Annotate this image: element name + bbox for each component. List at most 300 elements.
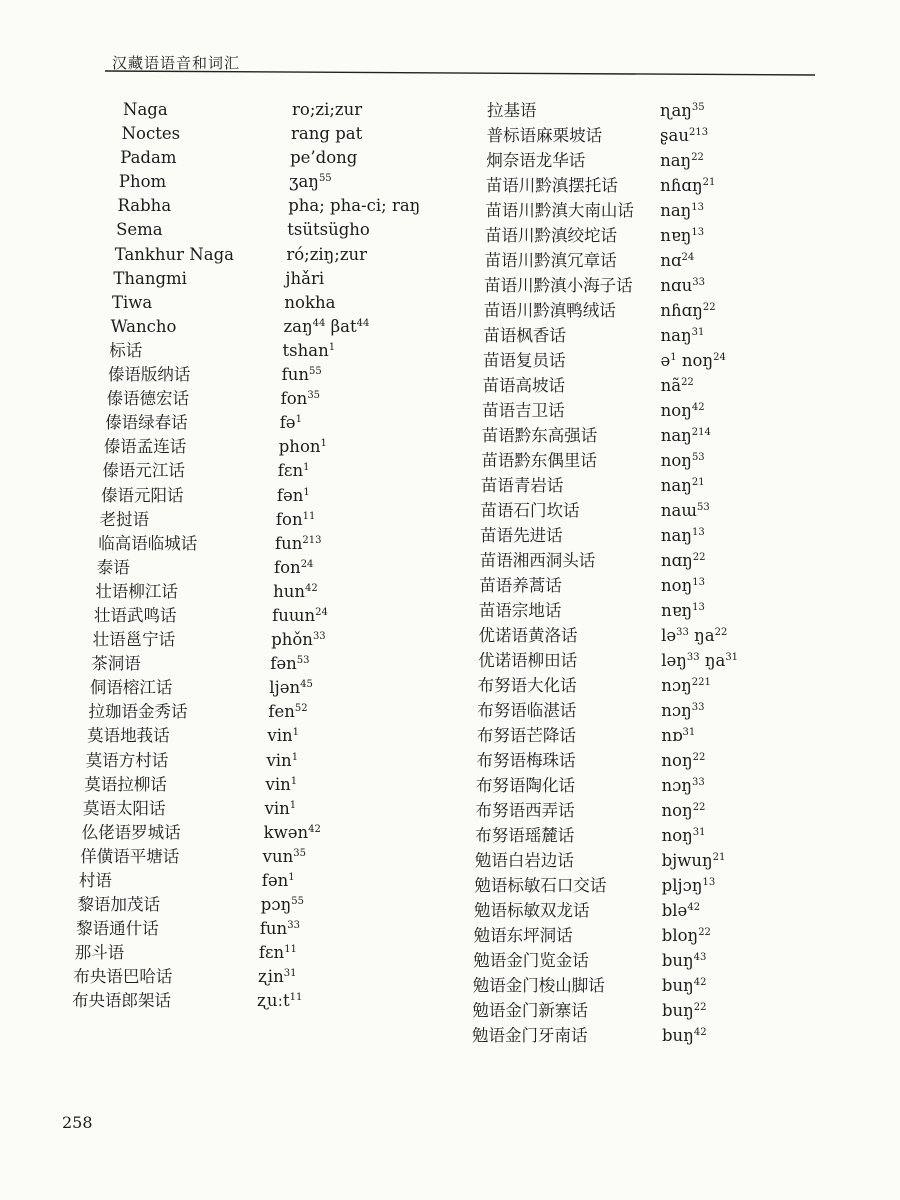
entry-row — [0, 473, 900, 498]
tone-mark: 35 — [691, 102, 705, 113]
language-name: Rabha — [117, 196, 172, 216]
entry-row — [0, 273, 900, 298]
tone-mark-2: 24 — [713, 352, 726, 363]
tone-mark: 21 — [712, 852, 726, 863]
form-text: vun — [262, 846, 294, 866]
language-name: 村语 — [78, 871, 112, 890]
entry-row — [0, 423, 900, 448]
tone-mark: 33 — [691, 777, 705, 788]
form-text: buŋ — [662, 1026, 694, 1045]
tone-mark: 13 — [692, 602, 705, 613]
form-text: noŋ — [660, 401, 692, 420]
word-form — [661, 498, 710, 523]
language-name: 苗语吉卫话 — [482, 401, 565, 420]
entry-row — [0, 948, 900, 973]
tone-mark: 24 — [681, 252, 695, 263]
form-text: ʐuːt — [257, 991, 290, 1011]
language-name: 傣语德宏话 — [106, 389, 189, 409]
form-text: phon — [278, 437, 321, 457]
language-name: 布努语芒降话 — [476, 726, 576, 745]
form-text: bloŋ — [661, 926, 699, 945]
word-form — [661, 773, 704, 798]
language-name: 苗语黔东偶里话 — [481, 451, 597, 470]
tone-mark: 213 — [688, 127, 709, 138]
language-name: 苗语川黔滇摆托话 — [485, 176, 618, 195]
language-name: 苗语川黔滇小海子话 — [484, 276, 633, 295]
form-text: naŋ — [660, 151, 692, 170]
form-text: nɑu — [660, 276, 693, 295]
form-text: rang pat — [291, 124, 363, 144]
form-text: nɔŋ — [661, 701, 692, 720]
entry-row — [0, 923, 900, 948]
language-name: 优诺语柳田话 — [478, 651, 578, 670]
form-text: nɐŋ — [661, 601, 693, 620]
tone-mark: 22 — [702, 302, 716, 313]
tone-mark: 33 — [287, 920, 300, 932]
language-name: 莫语拉柳话 — [84, 774, 167, 794]
word-form — [660, 98, 705, 123]
tone-mark: 53 — [696, 502, 710, 513]
language-name: 莫语地莪话 — [87, 726, 170, 746]
form-text: fon — [275, 509, 303, 529]
form-text: phǒn — [271, 630, 313, 650]
form-text: ə — [660, 351, 671, 370]
form-text: noŋ — [660, 451, 692, 470]
tone-mark: 22 — [691, 152, 704, 163]
language-name: 苗语宗地话 — [478, 601, 562, 620]
tone-mark: 1 — [670, 352, 677, 363]
form-text: jhǎri — [285, 268, 325, 288]
entry-row — [0, 173, 900, 198]
form-text: pljɔŋ — [661, 876, 703, 895]
entry-row — [0, 723, 900, 748]
tone-mark: 31 — [682, 727, 696, 738]
form-text: fən — [276, 485, 304, 505]
word-form — [661, 448, 705, 473]
tone-mark: 1 — [291, 751, 299, 763]
entry-row — [0, 248, 900, 273]
word-form — [660, 198, 704, 223]
entry-row — [0, 123, 900, 148]
language-name: 苗语川黔滇绞坨话 — [484, 226, 617, 245]
tone-mark: 55 — [318, 173, 332, 185]
word-form — [662, 873, 716, 898]
form-text: zaŋ — [283, 316, 313, 336]
form-text: naŋ — [660, 326, 692, 345]
language-name: Phom — [118, 172, 167, 192]
form-text: fən — [270, 654, 297, 674]
entry-row — [0, 523, 900, 548]
form-text: naŋ — [660, 526, 692, 545]
tone-mark: 33 — [691, 702, 705, 713]
form-text: ljən — [269, 678, 301, 698]
word-form — [661, 748, 705, 773]
tone-mark: 31 — [691, 327, 705, 338]
form-text: vin — [267, 726, 293, 746]
form-text: fen — [268, 702, 295, 722]
tone-mark: 45 — [300, 679, 313, 691]
form-text: hun — [273, 581, 305, 601]
language-name: 壮语武鸣话 — [94, 605, 177, 625]
entry-row — [0, 823, 900, 848]
language-name: 泰语 — [96, 557, 130, 577]
form-text: vin — [265, 774, 291, 794]
form-text: naŋ — [660, 476, 692, 495]
word-form — [661, 723, 695, 748]
tone-mark: 24 — [300, 558, 314, 570]
language-name: 苗语川黔滇鸭绒话 — [483, 301, 616, 320]
tone-mark: 33 — [686, 652, 700, 663]
tone-mark: 33 — [692, 277, 705, 288]
form-text: buŋ — [661, 951, 694, 970]
language-name: Padam — [120, 148, 177, 168]
entry-row — [0, 648, 900, 673]
word-form — [662, 923, 711, 948]
tone-mark: 22 — [698, 927, 711, 938]
word-form — [661, 523, 705, 548]
entry-row — [0, 748, 900, 773]
tone-mark: 11 — [289, 992, 303, 1004]
word-form — [662, 1023, 707, 1048]
entry-row — [0, 398, 900, 426]
tone-mark: 31 — [283, 968, 297, 980]
tone-mark-2: 44 — [356, 317, 370, 329]
language-name: 优诺语黄洛话 — [478, 626, 578, 645]
language-name: 勉语金门新寨话 — [472, 1001, 588, 1020]
tone-mark: 13 — [692, 527, 705, 538]
tone-mark: 55 — [308, 366, 322, 378]
form-text: fə — [279, 413, 296, 433]
form-text: bjwuŋ — [661, 851, 713, 870]
tone-mark: 1 — [289, 799, 297, 811]
word-form — [660, 298, 715, 323]
language-name: 傣语版纳话 — [107, 365, 191, 385]
tone-mark: 33 — [312, 631, 326, 643]
entry-row — [0, 548, 900, 573]
word-form — [660, 173, 715, 198]
form-text: vin — [264, 798, 290, 818]
tone-mark: 42 — [693, 1027, 707, 1038]
language-name: 布央语郎架话 — [72, 991, 171, 1011]
tone-mark: 53 — [296, 655, 310, 667]
word-form — [660, 148, 704, 173]
language-name: 黎语加茂话 — [77, 895, 160, 915]
page-number: 258 — [62, 1113, 93, 1132]
language-name: 苗语先进话 — [480, 526, 563, 545]
language-name: 茶洞语 — [91, 654, 141, 674]
tone-mark: 1 — [290, 775, 298, 787]
word-form — [661, 673, 711, 698]
language-name: 布努语临湛话 — [477, 701, 577, 720]
form-text: ʐin — [257, 967, 284, 987]
word-form — [662, 898, 700, 923]
form-text-2: βat — [325, 316, 357, 336]
language-name: 苗语川黔滇冗章话 — [484, 251, 617, 270]
word-form — [661, 648, 738, 673]
entry-row — [0, 373, 900, 398]
language-name: 莫语太阳话 — [83, 798, 166, 818]
tone-mark: 13 — [691, 202, 705, 213]
form-text: nɐŋ — [660, 226, 692, 245]
language-name: 傣语孟连话 — [103, 437, 187, 457]
form-text: fun — [259, 919, 288, 939]
form-text: fɛn — [277, 461, 304, 481]
form-text: fuɯn — [272, 605, 316, 625]
language-name: 布努语梅珠话 — [476, 751, 576, 770]
language-name: 勉语白岩边话 — [474, 851, 574, 870]
form-text: noŋ — [661, 751, 693, 770]
tone-mark: 43 — [693, 952, 707, 963]
tone-mark: 1 — [292, 727, 299, 739]
language-name: 苗语石门坎话 — [480, 501, 580, 520]
word-form — [662, 948, 707, 973]
form-text: fun — [274, 533, 303, 553]
entry-row — [0, 623, 900, 648]
entry-row — [0, 898, 900, 923]
word-form — [660, 248, 694, 273]
word-form — [661, 598, 705, 623]
tone-mark: 42 — [693, 977, 707, 988]
word-form — [661, 573, 705, 598]
form-text: fən — [261, 871, 289, 890]
form-text: buŋ — [661, 1001, 694, 1020]
form-text: nɦɑŋ — [660, 301, 703, 320]
form-text: pɔŋ — [260, 895, 292, 915]
entry-row — [0, 98, 900, 123]
form-text: ʒaŋ — [289, 172, 319, 192]
entry-row — [0, 198, 900, 223]
form-text: nɒ — [661, 726, 683, 745]
entry-row — [0, 298, 900, 323]
entry-row — [0, 848, 900, 873]
language-name: 那斗语 — [74, 943, 125, 963]
tone-mark: 1 — [328, 341, 336, 353]
tone-mark: 1 — [295, 414, 302, 426]
tone-mark: 22 — [692, 752, 706, 763]
tone-mark: 22 — [693, 1002, 707, 1013]
form-text: nɑ — [660, 251, 682, 270]
language-name: 侗语榕江话 — [89, 678, 173, 698]
language-name: 傣语元江话 — [102, 461, 185, 481]
form-text: nɔŋ — [661, 676, 692, 695]
language-name: 苗语高坡话 — [482, 376, 566, 395]
entry-row — [0, 223, 900, 248]
tone-mark: 213 — [302, 534, 322, 546]
tone-mark: 1 — [320, 438, 327, 450]
form-text: naɯ — [660, 501, 697, 520]
form-text-2: ŋa — [699, 651, 726, 670]
language-name: 壮语柳江话 — [95, 581, 178, 601]
tone-mark: 13 — [702, 877, 716, 888]
tone-mark: 1 — [288, 872, 295, 883]
language-name: 勉语金门牙南话 — [472, 1026, 588, 1045]
language-name: 勉语金门梭山脚话 — [472, 976, 605, 995]
tone-mark: 13 — [691, 227, 705, 238]
language-name: 普标语麻栗坡话 — [486, 126, 603, 145]
language-name: 苗语枫香话 — [483, 326, 566, 345]
language-name: Naga — [123, 100, 168, 119]
tone-mark: 24 — [315, 606, 328, 618]
language-name: 布努语陶化话 — [476, 776, 576, 795]
language-name: 临高语临城话 — [98, 533, 198, 553]
language-name: 布努语大化话 — [477, 676, 577, 695]
entry-row — [0, 1023, 900, 1048]
tone-mark-2: 22 — [714, 627, 728, 638]
language-name: 炯奈语龙华话 — [486, 151, 586, 170]
language-name: 苗语川黔滇大南山话 — [485, 201, 634, 220]
form-text: lə — [661, 626, 677, 645]
language-name: 莫语方村话 — [85, 750, 169, 770]
language-name: Sema — [116, 220, 163, 240]
tone-mark: 42 — [687, 902, 701, 913]
entry-row — [0, 448, 900, 473]
tone-mark: 1 — [303, 462, 310, 474]
entry-row — [0, 498, 900, 523]
word-form — [660, 323, 704, 348]
word-form — [661, 373, 694, 398]
entry-row — [0, 148, 900, 173]
word-form — [661, 348, 726, 373]
language-name: 布努语西弄话 — [475, 801, 575, 820]
form-text: ró;ziŋ;zur — [286, 244, 368, 264]
word-form — [662, 973, 707, 998]
language-name: 苗语黔东高强话 — [481, 426, 598, 445]
form-text: naŋ — [660, 426, 692, 445]
form-text: fon — [274, 557, 301, 577]
form-text: buŋ — [661, 976, 694, 995]
tone-mark: 42 — [691, 402, 705, 413]
language-name: 勉语标敏双龙话 — [474, 901, 590, 920]
form-text: vin — [266, 750, 292, 770]
language-name: Tankhur Naga — [114, 244, 234, 264]
form-text: tsütsügho — [287, 220, 370, 240]
language-name: 布努语瑶麓话 — [475, 826, 575, 845]
word-form — [662, 798, 706, 823]
tone-mark: 53 — [691, 452, 705, 463]
tone-mark: 13 — [692, 577, 705, 588]
language-name: 勉语东坪洞话 — [473, 926, 573, 945]
language-name: Wancho — [110, 316, 177, 336]
language-name: 老挝语 — [99, 509, 150, 529]
form-text: naŋ — [660, 201, 692, 220]
tone-mark: 1 — [303, 486, 310, 498]
word-form — [660, 273, 705, 298]
form-text: noŋ — [661, 826, 693, 845]
form-text-2: ŋa — [688, 626, 715, 645]
form-text: ləŋ — [661, 651, 687, 670]
tone-mark: 52 — [294, 703, 308, 715]
form-text: noŋ — [661, 576, 693, 595]
word-form — [661, 623, 727, 648]
entry-row — [0, 598, 900, 623]
word-form — [660, 223, 704, 248]
tone-mark: 33 — [676, 627, 689, 638]
word-form — [660, 123, 708, 148]
word-form — [661, 398, 705, 423]
tone-mark: 31 — [692, 827, 706, 838]
form-text: pha; pha-ci; raŋ — [288, 196, 421, 216]
word-form — [662, 823, 706, 848]
tone-mark: 214 — [691, 427, 711, 438]
language-name: 傣语绿春话 — [105, 413, 188, 433]
form-text: ɳaŋ — [660, 101, 692, 120]
entry-row — [0, 698, 900, 723]
form-text: kwən — [263, 822, 309, 842]
entry-row — [0, 573, 900, 598]
form-text: nɔŋ — [661, 776, 692, 795]
tone-mark: 22 — [681, 377, 694, 388]
language-name: 布央语巴哈话 — [73, 967, 173, 987]
word-form — [662, 848, 726, 873]
form-text: pe’dong — [290, 148, 358, 168]
entry-row — [0, 798, 900, 823]
language-name: Thangmi — [113, 268, 187, 288]
tone-mark: 21 — [691, 477, 705, 488]
tone-mark: 42 — [304, 582, 318, 594]
form-text: ro;zi;zur — [292, 100, 363, 119]
language-name: 勉语标敏石口交话 — [474, 876, 607, 895]
right-column — [0, 98, 900, 1048]
language-name: 佯僙语平塘话 — [80, 846, 180, 866]
tone-mark: 21 — [702, 177, 716, 188]
form-text: noŋ — [661, 801, 693, 820]
tone-mark: 11 — [284, 944, 297, 956]
word-form — [661, 548, 706, 573]
language-name: 勉语金门览金话 — [473, 951, 589, 970]
form-text: ʂau — [660, 126, 689, 145]
tone-mark: 22 — [692, 802, 706, 813]
language-name: Noctes — [121, 124, 181, 144]
tone-mark: 35 — [307, 390, 321, 402]
language-name: 苗语湘西洞头话 — [479, 551, 596, 570]
tone-mark: 42 — [308, 823, 321, 835]
entry-row — [0, 998, 900, 1023]
entry-row — [0, 323, 900, 348]
word-form — [661, 698, 704, 723]
form-text: blə — [661, 901, 688, 920]
form-text: nokha — [284, 292, 336, 312]
tone-mark: 221 — [691, 677, 711, 688]
tone-mark: 35 — [293, 847, 306, 859]
form-text: fɛn — [258, 943, 285, 963]
word-form — [661, 473, 705, 498]
language-name: Tiwa — [111, 292, 153, 312]
language-name: 苗语养蒿话 — [479, 576, 562, 595]
tone-mark: 44 — [312, 317, 326, 329]
language-name: 黎语通什话 — [76, 919, 159, 939]
header-rule — [105, 70, 815, 73]
form-text-2: noŋ — [676, 351, 714, 370]
language-name: 傣语元阳话 — [100, 485, 184, 505]
form-text: nɦɑŋ — [660, 176, 703, 195]
word-form — [661, 423, 711, 448]
entry-row — [0, 873, 900, 898]
form-text: tshan — [282, 340, 329, 360]
language-name: 仫佬语罗城话 — [81, 822, 181, 842]
tone-mark-2: 31 — [725, 652, 739, 663]
running-header: 汉藏语语音和词汇 — [112, 54, 241, 72]
tone-mark: 22 — [692, 552, 706, 563]
entry-row — [0, 773, 900, 798]
language-name: 苗语复员话 — [482, 351, 566, 370]
tone-mark: 55 — [291, 896, 304, 908]
language-name: 苗语青岩话 — [480, 476, 564, 495]
word-form — [662, 998, 707, 1023]
language-name: 壮语邕宁话 — [92, 630, 176, 650]
language-name: 拉珈语金秀话 — [88, 702, 188, 722]
language-name: 标话 — [109, 340, 143, 360]
form-text: fun — [281, 365, 309, 385]
